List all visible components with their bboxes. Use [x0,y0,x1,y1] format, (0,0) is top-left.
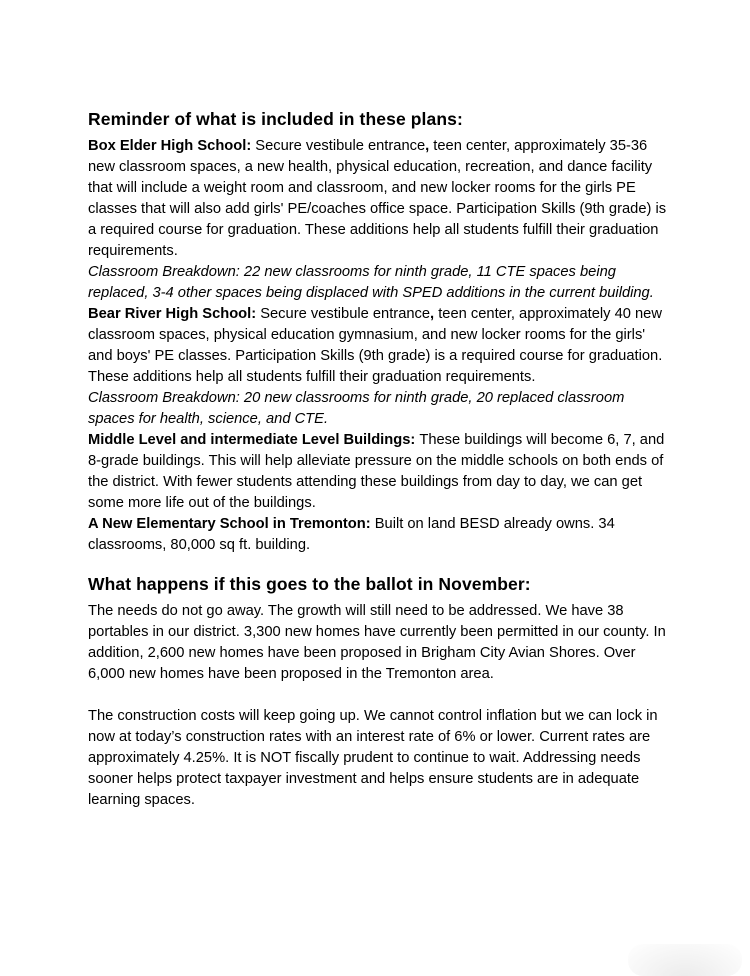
paragraph [88,388,673,430]
bottom-right-overlay [628,944,742,976]
text-run: Secure vestibule entrance [255,138,426,154]
section-heading: What happens if this goes to the ballot in November: [88,574,531,594]
doc-section [88,572,673,811]
paragraph-spacer [88,685,673,706]
text-run: Built on land BESD already owns. 34 classrooms, 80,000 sq ft. building. [88,516,615,553]
text-run: These buildings will become 6, 7, and 8-grade buildings. This will help alleviate pressure on the middle schools on both ends of the district. With fewer students attending these buildings from day to day, we can get some more life out of the buildings. [88,432,665,511]
text-run: A New Elementary School in Tremonton: [88,516,375,532]
document-body [88,107,673,811]
text-run: , [430,306,435,322]
paragraph [88,706,673,811]
text-run: teen center, approximately 35-36 new classroom spaces, a new health, physical education, recreation, and dance facility that will include a weight room and classroom, and new locker rooms for the girls PE classes that will also add girls' PE/coaches office space. Participation Skills (9th grade) is a required course for graduation. These additions help all students fulfill their graduation requirements. [88,138,667,259]
paragraph [88,136,673,262]
paragraph [88,430,673,514]
doc-section [88,107,673,556]
section-heading: Reminder of what is included in these plans: [88,109,463,129]
text-run: teen center, approximately 40 new classroom spaces, physical education gymnasium, and new locker rooms for the girls' and boys' PE classes. Participation Skills (9th grade) is a required course for graduation. These additions help all students fulfill their graduation requirements. [88,306,663,385]
text-run: Classroom Breakdown: 22 new classrooms for ninth grade, 11 CTE spaces being replaced, 3-4 other spaces being displaced with SPED additions in the current building. [88,264,654,301]
text-run: Bear River High School: [88,306,261,322]
text-run: Secure vestibule entrance [260,306,431,322]
paragraph [88,601,673,685]
text-run: , [425,138,430,154]
text-run: The construction costs will keep going up. We cannot control inflation but we can lock in now at today’s construction rates with an interest rate of 6% or lower. Current rates are approximately 4.25%. It is NOT fiscally prudent to continue to wait. Addressing needs sooner helps protect taxpayer investment and helps ensure students are in adequate learning spaces. [88,708,658,808]
paragraph [88,514,673,556]
text-run: Classroom Breakdown: 20 new classrooms for ninth grade, 20 replaced classroom spaces for health, science, and CTE. [88,390,625,427]
paragraph [88,304,673,388]
text-run: The needs do not go away. The growth will still need to be addressed. We have 38 portables in our district. 3,300 new homes have currently been permitted in our county. In addition, 2,600 new homes have been proposed in Brigham City Avian Shores. Over 6,000 new homes have been proposed in the Tremonton area. [88,603,666,682]
text-run: Middle Level and intermediate Level Buildings: [88,432,420,448]
text-run: Box Elder High School: [88,138,256,154]
paragraph [88,262,673,304]
